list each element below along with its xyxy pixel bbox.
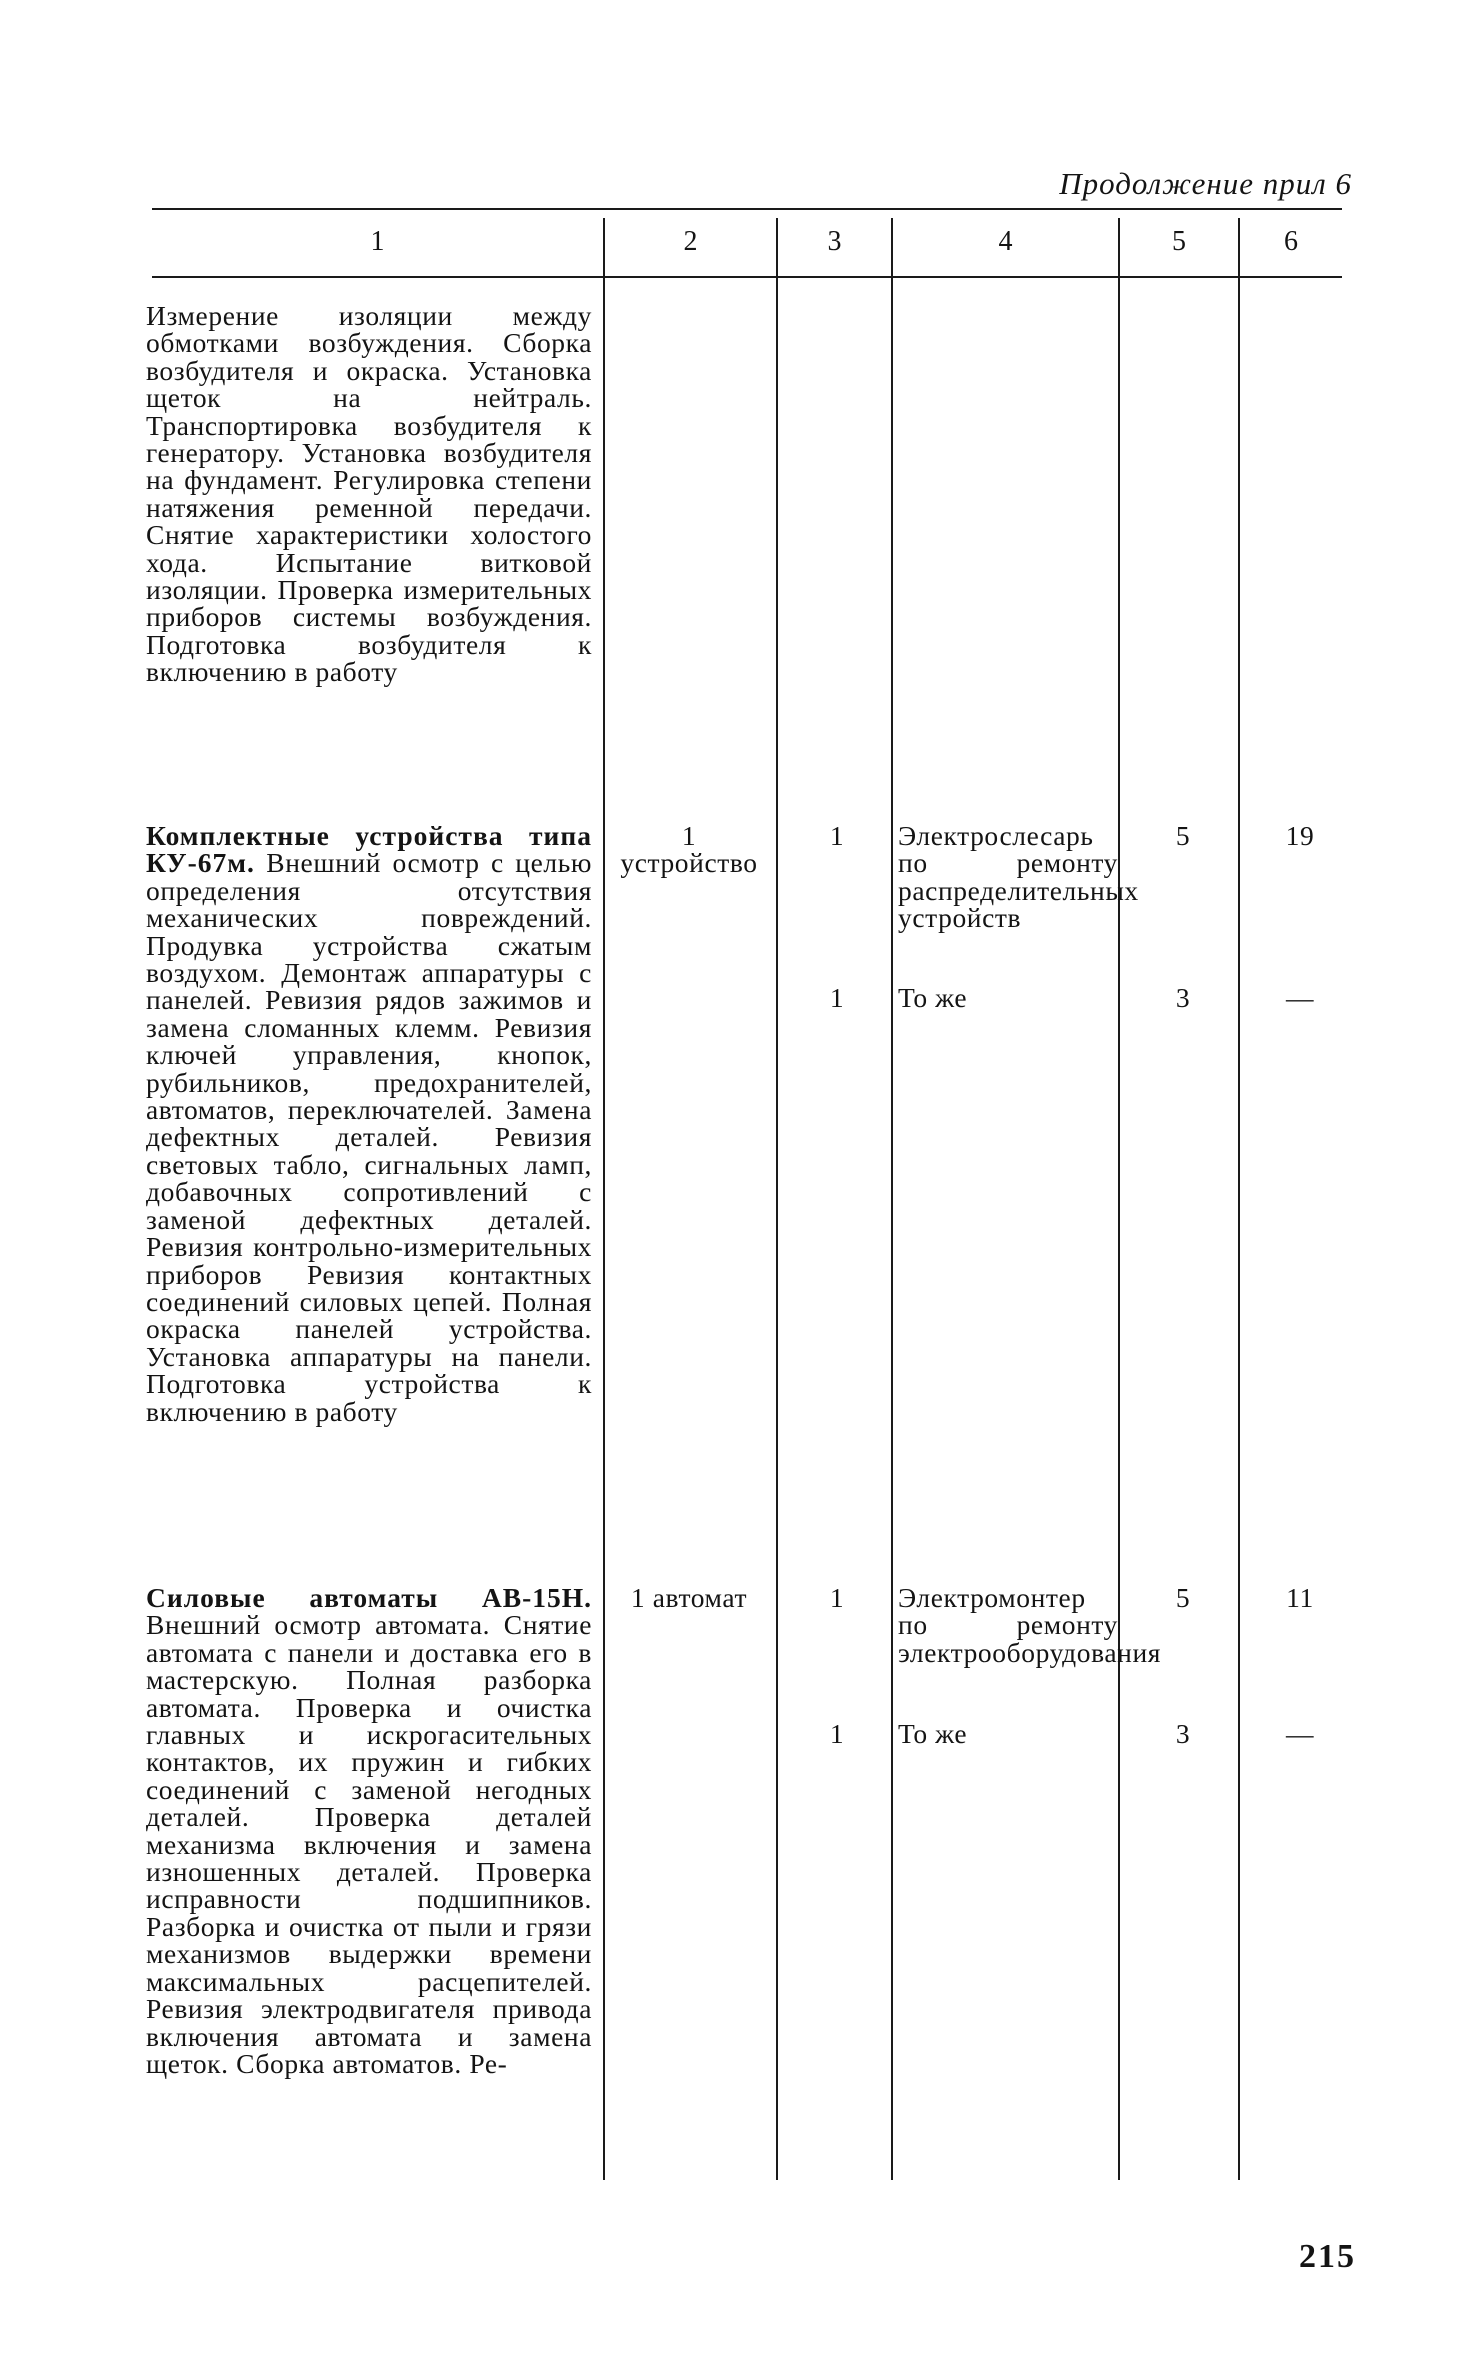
column-heading: 2	[683, 226, 698, 257]
equipment-title: Силовые автоматы АВ-15Н.	[146, 1582, 592, 1613]
column-divider	[603, 218, 605, 2180]
worker-count: 1	[829, 1718, 845, 1749]
column-divider	[891, 218, 893, 2180]
column-divider	[776, 218, 778, 2180]
work-description	[146, 1584, 592, 2077]
worker-count: 1	[829, 820, 845, 851]
column-heading: 5	[1172, 226, 1186, 257]
unit-cell: 1 автомат	[630, 1582, 748, 1613]
table-top-rule	[152, 208, 1342, 210]
grade-cell: 3	[1175, 1718, 1191, 1749]
work-text: Измерение изоляции между обмотками возбуждения. Сборка возбудителя и окраска. Установка щеток на нейтраль. Транспортировка возбудителя к генератору. Установка возбудителя на фундамент. Регулировка степени натяжения ременной передачи. Снятие характеристики холостого хода. Испытание витковой изоляции. Проверка измерительных приборов системы возбуждения. Подготовка возбудителя к включению в работу	[146, 300, 592, 688]
continuation-header: Продолжение прил 6	[1059, 166, 1352, 201]
profession-cell: Электромонтер по ремонту электрооборудования	[898, 1582, 1162, 1668]
hours-cell: 19	[1285, 820, 1315, 851]
page-number: 215	[1299, 2238, 1356, 2275]
work-text: Внешний осмотр с целью определения отсутствия механических повреждений. Продувка устройства сжатым воздухом. Демонтаж аппаратуры с панелей. Ревизия рядов зажимов и замена сломанных клемм. Ревизия ключей управления, кнопок, рубильников, предохранителей, автоматов, переключателей. Замена дефектных деталей. Ревизия световых табло, сигнальных ламп, добавочных сопротивлений с заменой дефектных деталей. Ревизия контрольно-измерительных приборов Ревизия контактных соединений силовых цепей. Полная окраска панелей устройства. Установка аппаратуры на панели. Подготовка устройства к включению в работу	[146, 847, 592, 1427]
column-heading: 4	[998, 226, 1013, 257]
unit-cell: 1 устройство	[620, 820, 758, 879]
column-heading: 6	[1284, 226, 1298, 257]
profession-cell: То же	[898, 1718, 968, 1749]
grade-cell: 5	[1175, 820, 1191, 851]
hours-cell: 11	[1286, 1582, 1314, 1613]
hours-cell: —	[1285, 1718, 1315, 1749]
equipment-title: Комплектные устройства типа КУ-67м.	[146, 820, 592, 879]
worker-count: 1	[829, 982, 845, 1013]
column-heading: 3	[827, 226, 842, 257]
column-divider	[1238, 218, 1240, 2180]
grade-cell: 3	[1175, 982, 1191, 1013]
work-text: Внешний осмотр автомата. Снятие автомата с панели и доставка его в мастерскую. Полная разборка автомата. Проверка и очистка главных и искрогасительных контактов, их пружин и гибких соединений с заменой негодных деталей. Проверка деталей механизма включения и замена изношенных деталей. Проверка исправности подшипников. Разборка и очистка от пыли и грязи механизмов выдержки времени максимальных расцепителей. Ревизия электродвигателя привода включения автомата и замена щеток. Сборка автоматов. Ре-	[146, 1609, 592, 2079]
worker-count: 1	[829, 1582, 845, 1613]
profession-cell: Электрослесарь по ремонту распределительных устройств	[898, 820, 1139, 934]
work-description	[146, 302, 592, 686]
profession-cell: То же	[898, 982, 968, 1013]
work-description	[146, 822, 592, 1425]
column-heading: 1	[370, 226, 385, 257]
column-divider	[1118, 218, 1120, 2180]
hours-cell: —	[1285, 982, 1315, 1013]
table-header-rule	[152, 276, 1342, 278]
grade-cell: 5	[1175, 1582, 1191, 1613]
